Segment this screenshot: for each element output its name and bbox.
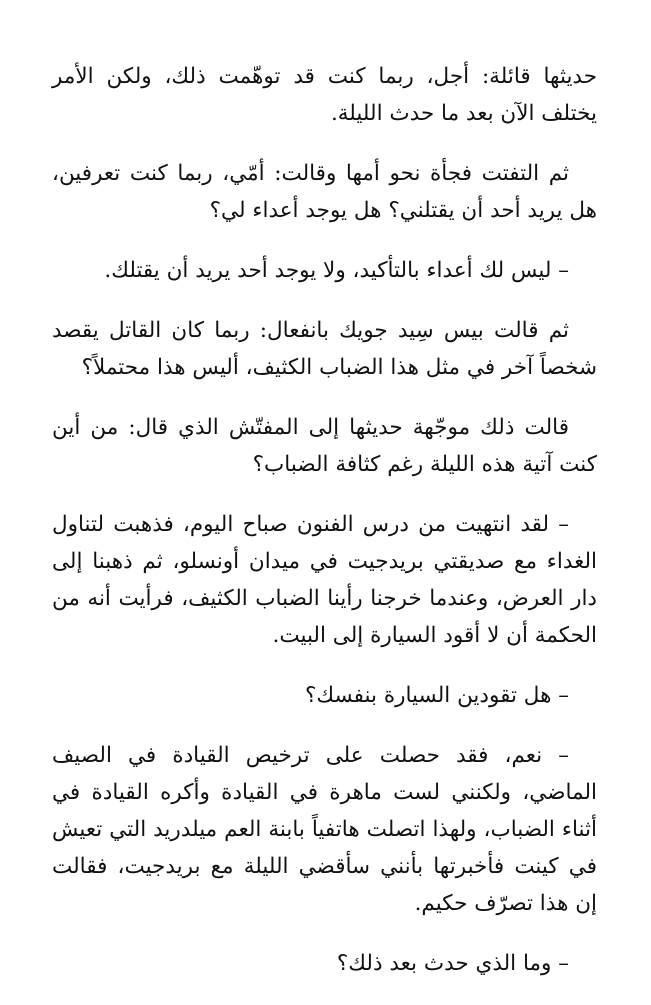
paragraph-2: ثم التفتت فجأة نحو أمها وقالت: أمّي، ربما كنت تعرفين، هل يريد أحد أن يقتلني؟ هل يوجد أعداء لي؟ xyxy=(52,161,597,223)
paragraph-7: – هل تقودين السيارة بنفسك؟ xyxy=(304,683,569,708)
paragraph-8: – نعم، فقد حصلت على ترخيص القيادة في الصيف الماضي، ولكنني لست ماهرة في القيادة وأكره القيادة في أثناء الضباب، ولهذا اتصلت هاتفياً بابنة العم ميلدريد التي تعيش في كينت فأخبرتها بأنني سأقضي الليلة مع بريدجيت، فقالت إن هذا تصرّف حكيم. xyxy=(52,743,597,916)
paragraph-6: – لقد انتهيت من درس الفنون صباح اليوم، فذهبت لتناول الغداء مع صديقتي بريدجيت في ميدان أونسلو، ثم ذهبنا إلى دار العرض، وعندما خرجنا رأينا الضباب الكثيف، فرأيت أنه من الحكمة أن لا أقود السيارة إلى البيت. xyxy=(52,512,597,648)
paragraph-1: حديثها قائلة: أجل، ربما كنت قد توهّمت ذلك، ولكن الأمر يختلف الآن بعد ما حدث الليلة. xyxy=(52,64,597,126)
paragraph-3: – ليس لك أعداء بالتأكيد، ولا يوجد أحد يريد أن يقتلك. xyxy=(104,258,569,283)
paragraph-9: – وما الذي حدث بعد ذلك؟ xyxy=(336,951,569,976)
paragraph-4: ثم قالت بيس سِيد جويك بانفعال: ربما كان القاتل يقصد شخصاً آخر في مثل هذا الضباب الكثيف، أليس هذا محتملاً؟ xyxy=(52,318,597,380)
paragraph-5: قالت ذلك موجّهة حديثها إلى المفتّش الذي قال: من أين كنت آتية هذه الليلة رغم كثافة الضباب؟ xyxy=(52,415,597,477)
book-page xyxy=(52,58,597,1005)
